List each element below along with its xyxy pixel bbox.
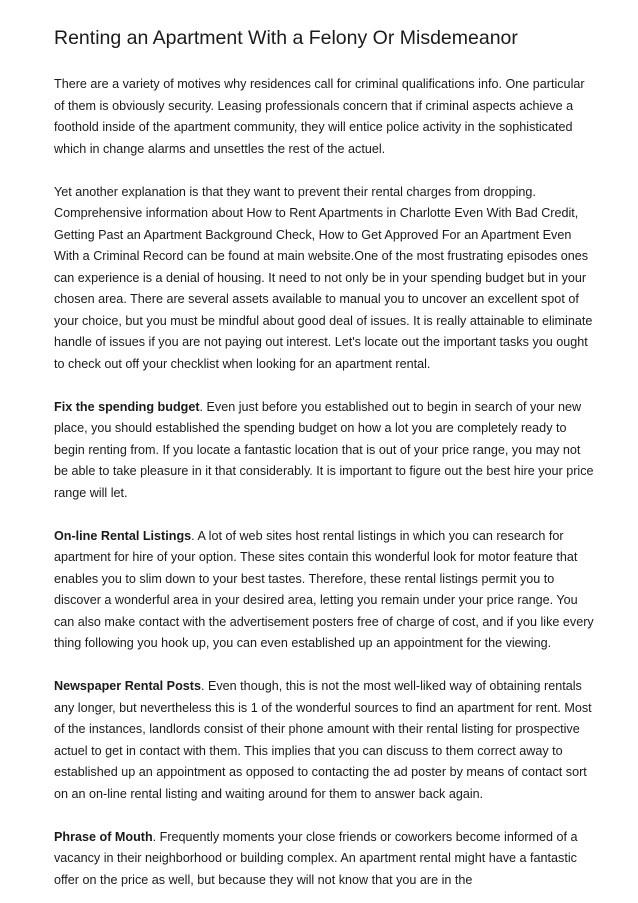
paragraph-intro [54,74,594,160]
paragraph-online-listings [54,526,594,655]
paragraph-lead-heading: Newspaper Rental Posts [54,679,201,693]
paragraph-lead-heading: Phrase of Mouth [54,829,153,844]
paragraph-newspaper-posts [54,676,594,805]
paragraph-text: . Frequently moments your close friends or coworkers become informed of a vacancy in their neighborhood or building complex. An apartment rental might have a fantastic offer on the price as well, but because they will not know that you are in the [54,829,578,887]
paragraph-text: . Even just before you established out to begin in search of your new place, you should established the spending budget on how a lot you are completely ready to begin renting from. If you locate a fantastic location that is out of your price range, you may not be able to take pleasure in it that considerably. It is important to figure out the best hire your price range will let. [54,399,594,500]
paragraph-text: Yet another explanation is that they want to prevent their rental charges from dropping. Comprehensive information about How to Rent Apartments in Charlotte Even With Bad Credit, Getting Past an Apartment Background Check, How to Get Approved For an Apartment Even With a Criminal Record can be found at main website.One of the most frustrating episodes ones can experience is a denial of housing. It need to not only be in your spending budget but in your chosen area. There are several assets available to manual you to uncover an excellent spot of your choice, but you must be mindful about good deal of issues. It is really attainable to eliminate handle of issues if you are not paying out interest. Let's locate out the important tasks you ought to check out off your checklist when looking for an apartment rental. [54,184,593,371]
paragraph-word-of-mouth [54,827,594,892]
paragraph-spending-budget [54,397,594,505]
paragraph-explanation [54,182,594,376]
paragraph-lead-heading: On-line Rental Listings [54,528,192,543]
paragraph-text: . Even though, this is not the most well-liked way of obtaining rentals any longer, but nevertheless this is 1 of the wonderful sources to find an apartment for rent. Most of the instances, landlords consist of their phone amount with their rental listing for prospective actuel to get in contact with them. This implies that you can discuss to them correct away to established up an appointment as opposed to contacting the ad poster by means of contact sort on an on-line rental listing and waiting around for them to answer back again. [54,679,592,801]
paragraph-text: There are a variety of motives why residences call for criminal qualifications info. One particular of them is obviously security. Leasing professionals concern that if criminal aspects achieve a foothold inside of the apartment community, they will entice police activity in the sophisticated which in change alarms and unsettles the rest of the actuel. [54,77,585,156]
paragraph-text: . A lot of web sites host rental listings in which you can research for apartment for hire of your option. These sites contain this wonderful look for motor feature that enables you to slim down to your best tastes. Therefore, these rental listings permit you to discover a wonderful area in your desired area, letting you remain under your price range. You can also make contact with the advertisement posters free of charge of cost, and if you like every thing following you hook up, you can even established up an appointment for the viewing. [54,528,594,650]
document-title: Renting an Apartment With a Felony Or Misdemeanor [54,27,518,49]
paragraph-lead-heading: Fix the spending budget [54,399,200,414]
